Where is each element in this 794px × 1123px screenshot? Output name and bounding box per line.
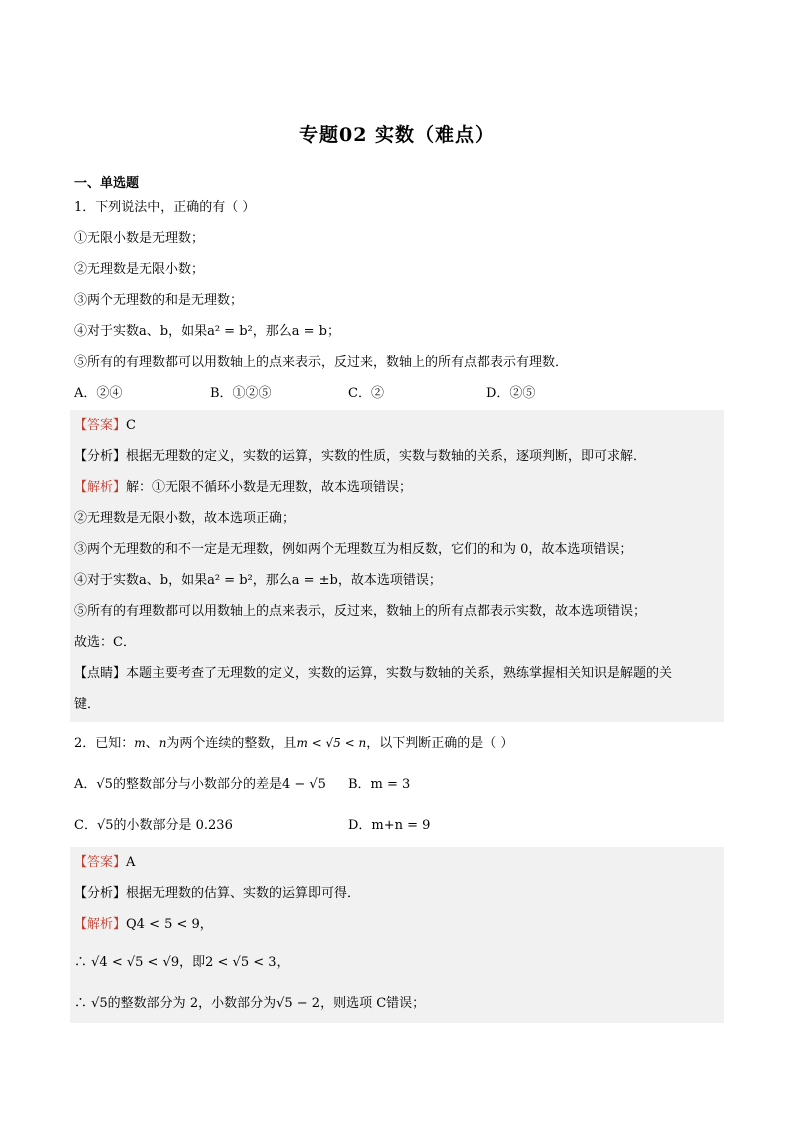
q2-solution-3: ∴ √5的整数部分为 2，小数部分为√5 − 2，则选项 C错误；	[74, 996, 426, 1011]
answer-value: A	[126, 855, 136, 870]
page-title: 专题02 实数（难点）	[298, 124, 496, 146]
solution-tag: 【解析】	[74, 917, 127, 932]
solution-text: 解：①无限不循环小数是无理数，故本选项错误；	[126, 480, 413, 495]
q1-solution-1	[74, 478, 412, 498]
answer-tag: 【答案】	[74, 855, 127, 870]
q1-item-3: ③两个无理数的和是无理数；	[74, 293, 244, 308]
q1-item-2: ②无理数是无限小数；	[74, 262, 205, 277]
q1-option-a: A．②④	[74, 386, 123, 401]
q2-option-d: D．m+n = 9	[348, 818, 431, 833]
q1-option-b: B．①②⑤	[210, 386, 272, 401]
q1-answer	[74, 416, 136, 436]
q1-solution-5: ⑤所有的有理数都可以用数轴上的点来表示，反过来，数轴上的所有点都表示实数，故本选项错误；	[74, 604, 647, 619]
solution-text: Q4 < 5 < 9，	[126, 917, 213, 932]
q1-analysis	[74, 447, 646, 467]
q2-solution-2: ∴ √4 < √5 < √9，即2 < √5 < 3，	[74, 955, 290, 970]
q1-solution-3: ③两个无理数的和不一定是无理数，例如两个无理数互为相反数，它们的和为 0，故本选项错误；	[74, 542, 633, 557]
analysis-text: 根据无理数的估算、实数的运算即可得．	[126, 886, 361, 901]
analysis-tag: 【分析】	[74, 449, 127, 464]
q1-solution-2: ②无理数是无限小数，故本选项正确；	[74, 511, 296, 526]
q1-item-5: ⑤所有的有理数都可以用数轴上的点来表示，反过来，数轴上的所有点都表示有理数．	[74, 355, 569, 370]
q2-answer	[74, 853, 135, 873]
q1-option-d: D．②⑤	[486, 386, 536, 401]
section-heading: 一、单选题	[74, 176, 140, 191]
q2-option-b: B．m = 3	[348, 777, 411, 792]
q2-option-a: A．√5的整数部分与小数部分的差是4 − √5	[74, 777, 326, 792]
q2-stem-a: 2．已知：	[74, 736, 135, 751]
q1-item-4: ④对于实数a、b，如果a² = b²，那么a = b；	[74, 324, 340, 339]
q1-solution-6: 故选：C．	[74, 635, 136, 650]
q2-option-c: C．√5的小数部分是 0.236	[74, 818, 233, 833]
q2-solution-1	[74, 915, 213, 935]
solution-tag: 【解析】	[74, 480, 127, 495]
comment-text: 本题主要考查了无理数的定义，实数的运算，实数与数轴的关系，熟练掌握相关知识是解题的关	[126, 666, 673, 681]
q1-solution-4: ④对于实数a、b，如果a² = b²，那么a = ±b，故本选项错误；	[74, 573, 442, 588]
q2-stem-c: 、	[145, 736, 159, 751]
comment-tag: 【点睛】	[74, 666, 127, 681]
analysis-tag: 【分析】	[74, 886, 127, 901]
q1-item-1: ①无限小数是无理数；	[74, 231, 205, 246]
answer-tag: 【答案】	[74, 418, 127, 433]
answer-value: C	[126, 418, 136, 433]
q1-option-c: C．②	[348, 386, 384, 401]
analysis-text: 根据无理数的定义，实数的运算，实数的性质，实数与数轴的关系，逐项判断，即可求解．	[126, 449, 647, 464]
q1-stem: 1．下列说法中，正确的有（ ）	[74, 200, 256, 215]
q2-inequality: m < √5 < n	[296, 736, 367, 750]
q2-stem-e: 为两个连续的整数，且	[166, 736, 297, 751]
q2-var-n: n	[158, 736, 167, 750]
q1-comment-cont: 键．	[74, 697, 101, 712]
q2-var-m: m	[134, 736, 146, 750]
q2-analysis	[74, 884, 360, 904]
q1-comment	[74, 664, 672, 684]
q2-stem	[74, 733, 513, 754]
q2-stem-g: ，以下判断正确的是（ ）	[366, 736, 514, 751]
